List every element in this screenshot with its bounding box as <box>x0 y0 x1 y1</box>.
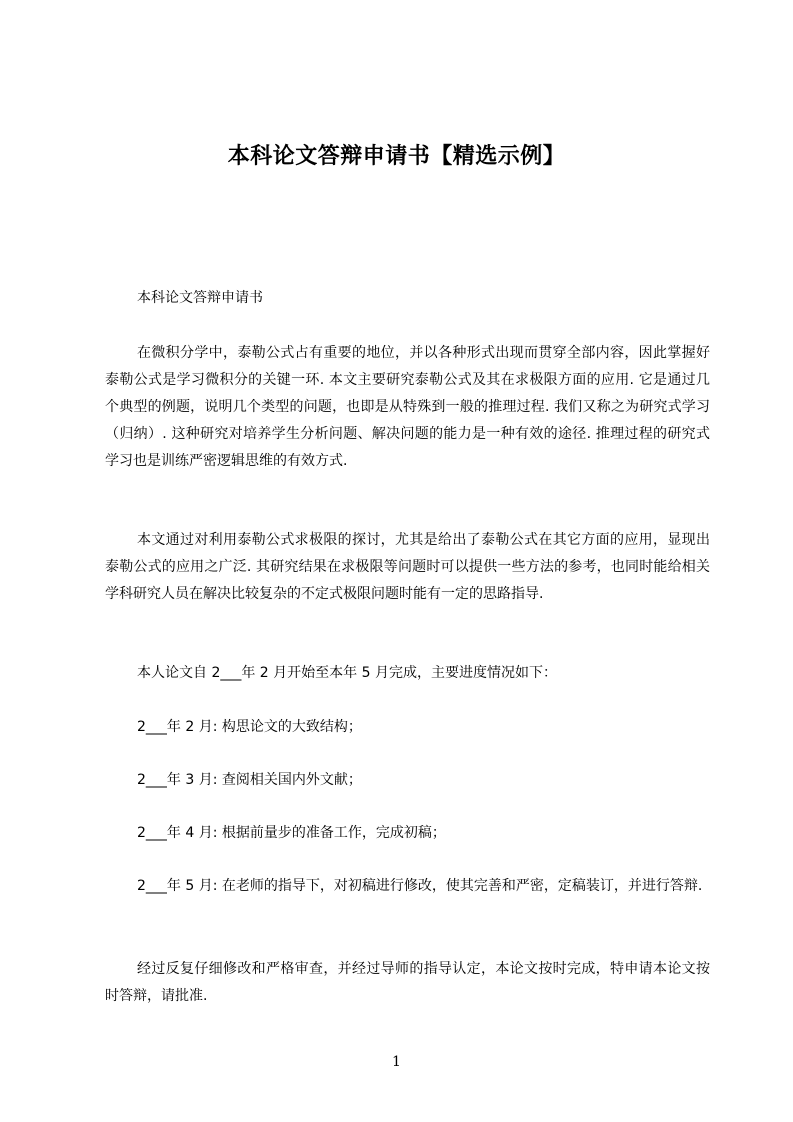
subheading: 本科论文答辩申请书 <box>137 290 263 306</box>
schedule-item-apr: 2___年 4 月: 根据前量步的准备工作，完成初稿； <box>137 825 446 841</box>
schedule-item-feb: 2___年 2 月: 构思论文的大致结构； <box>137 719 362 735</box>
page-number: 1 <box>392 1054 401 1070</box>
paragraph-schedule-intro: 本人论文自 2___年 2 月开始至本年 5 月完成，主要进度情况如下： <box>137 665 557 681</box>
paragraph-significance: 本文通过对利用泰勒公式求极限的探讨，尤其是给出了泰勒公式在其它方面的应用，显现出泰勒公式的应用之广泛. 其研究结果在求极限等问题时可以提供一些方法的参考，也同时能给相关学科研究人员在解决比较复杂的不定式极限问题时能有一定的思路指导. <box>105 532 710 602</box>
document-title: 本科论文答辩申请书【精选示例】 <box>227 144 566 169</box>
paragraph-intro: 在微积分学中，泰勒公式占有重要的地位，并以各种形式出现而贯穿全部内容，因此掌握好泰勒公式是学习微积分的关键一环. 本文主要研究泰勒公式及其在求极限方面的应用. 它是通过几个典型的例题，说明几个类型的问题，也即是从特殊到一般的推理过程. 我们又称之为研究式学习（归纳）. 这种研究对培养学生分析问题、解决问题的能力是一种有效的途径. 推理过程的研究式学习也是训练严密逻辑思维的有效方式. <box>105 345 710 469</box>
schedule-item-mar: 2___年 3 月: 查阅相关国内外文献； <box>137 772 362 788</box>
paragraph-conclusion: 经过反复仔细修改和严格审查，并经过导师的指导认定，本论文按时完成，特申请本论文按时答辩，请批准. <box>105 961 710 1004</box>
schedule-item-may: 2___年 5 月: 在老师的指导下，对初稿进行修改，使其完善和严密，定稿装订，并进行答辩. <box>137 878 703 894</box>
